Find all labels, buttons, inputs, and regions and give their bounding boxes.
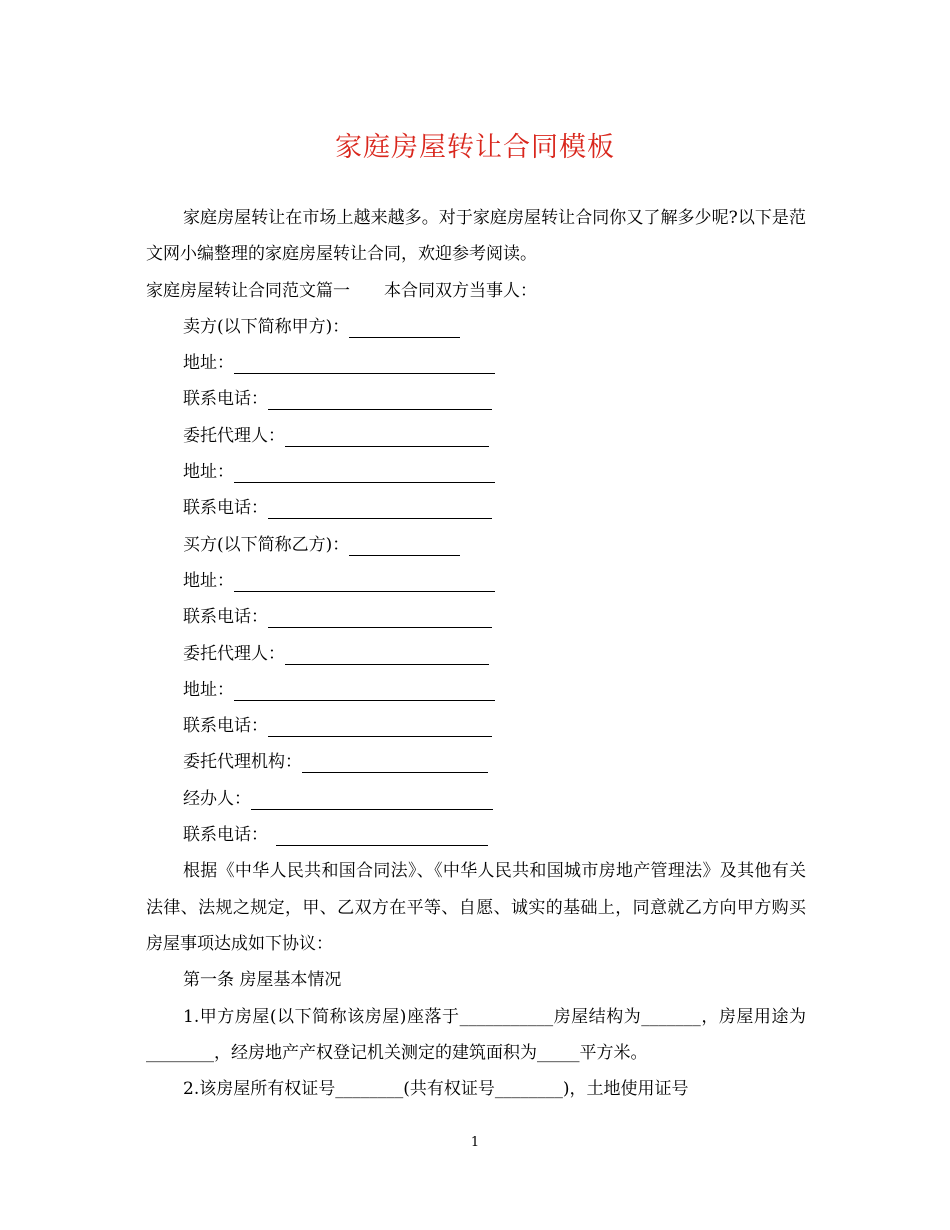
agency-phone-label: 联系电话：: [183, 825, 268, 846]
buyer-agent-phone-label: 联系电话：: [183, 716, 268, 737]
buyer-agent-address-field: [146, 672, 806, 708]
buyer-agent-phone-blank: [268, 714, 492, 737]
buyer-agent-address-label: 地址：: [183, 679, 234, 700]
seller-agent-address-label: 地址：: [183, 462, 234, 483]
clause-1-paragraph: 1.甲方房屋(以下简称该房屋)座落于___________房屋结构为_______，房屋用途为________，经房地产产权登记机关测定的建筑面积为_____平方米。: [146, 1006, 806, 1063]
seller-address-label: 地址：: [183, 353, 234, 374]
buyer-address-label: 地址：: [183, 570, 234, 591]
intro-paragraph: 家庭房屋转让在市场上越来越多。对于家庭房屋转让合同你又了解多少呢?以下是范文网小编整理的家庭房屋转让合同，欢迎参考阅读。: [146, 208, 806, 265]
legal-basis-paragraph: 根据《中华人民共和国合同法》、《中华人民共和国城市房地产管理法》及其他有关法律、法规之规定，甲、乙双方在平等、自愿、诚实的基础上，同意就乙方向甲方购买房屋事项达成如下协议：: [146, 861, 806, 954]
buyer-agent-address-blank: [234, 678, 495, 701]
clause-2-paragraph: 2.该房屋所有权证号________(共有权证号________)，土地使用证号: [183, 1079, 689, 1100]
buyer-phone-label: 联系电话：: [183, 607, 268, 628]
seller-blank: [349, 315, 460, 338]
seller-agent-phone-field: [146, 490, 806, 526]
buyer-label: 买方(以下简称乙方)：: [183, 534, 350, 555]
buyer-agent-phone-field: [146, 708, 806, 744]
buyer-agent-label: 委托代理人：: [183, 643, 285, 664]
buyer-agent-field: [146, 636, 806, 672]
buyer-phone-blank: [268, 605, 492, 628]
agency-phone-field: [146, 817, 806, 853]
seller-agent-blank: [285, 424, 489, 447]
agency-field: [146, 744, 806, 780]
seller-agent-field: [146, 418, 806, 454]
seller-address-field: [146, 345, 806, 381]
buyer-phone-field: [146, 599, 806, 635]
document-title: 家庭房屋转让合同模板: [335, 132, 615, 163]
handler-blank: [251, 787, 493, 810]
contract-parties-heading: 家庭房屋转让合同范文篇一 本合同双方当事人：: [146, 280, 537, 301]
buyer-address-field: [146, 563, 806, 599]
document-body: [146, 200, 806, 1107]
seller-phone-label: 联系电话：: [183, 389, 268, 410]
agency-phone-blank: [276, 823, 488, 846]
agency-blank: [302, 750, 488, 773]
seller-field: [146, 309, 806, 345]
article-1-title: 第一条 房屋基本情况: [183, 970, 342, 991]
seller-agent-address-field: [146, 454, 806, 490]
seller-agent-phone-label: 联系电话：: [183, 498, 268, 519]
buyer-agent-blank: [285, 642, 489, 665]
seller-label: 卖方(以下简称甲方)：: [183, 316, 350, 337]
seller-agent-phone-blank: [268, 496, 492, 519]
handler-label: 经办人：: [183, 788, 251, 809]
agency-label: 委托代理机构：: [183, 752, 302, 773]
seller-agent-address-blank: [234, 460, 495, 483]
seller-address-blank: [234, 351, 495, 374]
seller-agent-label: 委托代理人：: [183, 425, 285, 446]
page-number: 1: [470, 1135, 480, 1150]
seller-phone-blank: [268, 387, 492, 410]
seller-phone-field: [146, 381, 806, 417]
handler-field: [146, 781, 806, 817]
buyer-field: [146, 527, 806, 563]
buyer-blank: [349, 533, 460, 556]
buyer-address-blank: [234, 569, 495, 592]
